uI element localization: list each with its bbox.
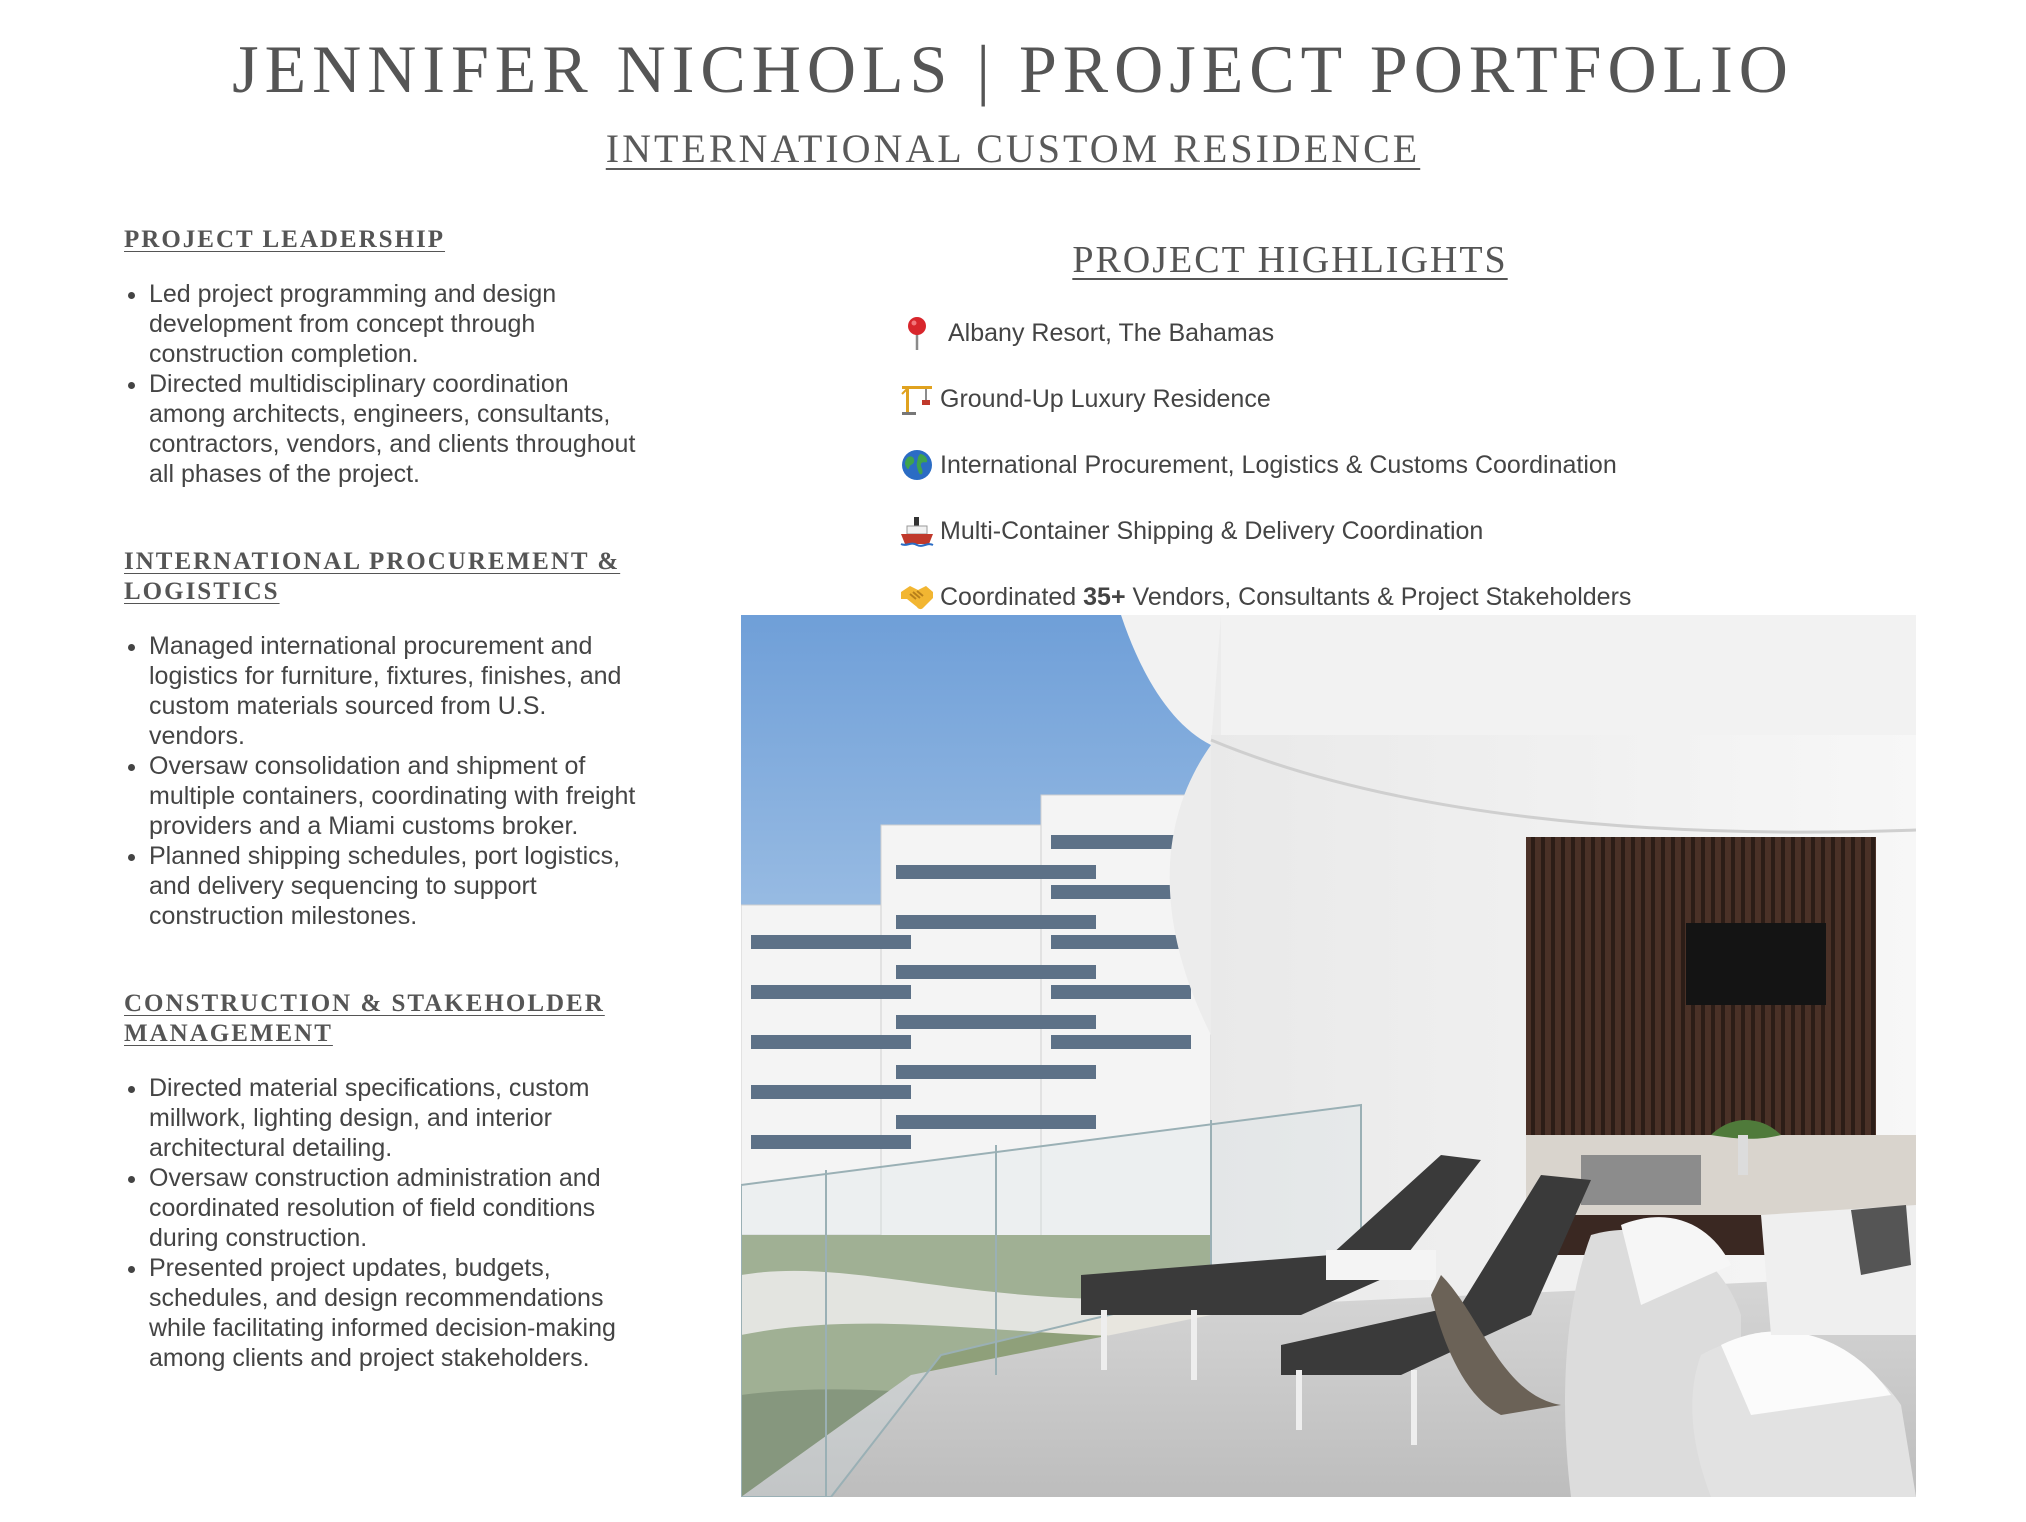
section-heading: PROJECT LEADERSHIP <box>124 226 446 253</box>
list-item: • Directed multidisciplinary coordination among architects, engineers, consultants, contractors, vendors, and clients throughout all phases of the project. <box>149 369 644 489</box>
bullet-list <box>124 1073 644 1373</box>
project-photo <box>741 615 1916 1497</box>
list-item: • Directed material specifications, custom millwork, lighting design, and interior architectural detailing. <box>149 1073 644 1163</box>
list-item: • Planned shipping schedules, port logistics, and delivery sequencing to support construction milestones. <box>149 841 644 931</box>
list-item: • Presented project updates, budgets, schedules, and design recommendations while facilitating informed decision-making among clients and project stakeholders. <box>149 1253 644 1373</box>
list-item: • Oversaw construction administration and coordinated resolution of field conditions during construction. <box>149 1163 644 1253</box>
highlight-text: Multi-Container Shipping & Delivery Coordination <box>940 516 1484 545</box>
list-item: • Led project programming and design development from concept through construction completion. <box>149 279 644 369</box>
highlights-heading-wrapper <box>740 238 1840 282</box>
highlight-shipping <box>898 498 1898 564</box>
section-international-procurement <box>124 547 644 931</box>
bullet-list <box>124 279 644 489</box>
highlights-list <box>898 300 1898 630</box>
section-project-leadership <box>124 225 644 489</box>
highlight-text: Coordinated 35+ Vendors, Consultants & Project Stakeholders <box>940 582 1632 611</box>
section-heading: INTERNATIONAL PROCUREMENT & LOGISTICS <box>124 548 621 605</box>
highlight-text: Ground-Up Luxury Residence <box>940 384 1271 413</box>
page-subtitle: INTERNATIONAL CUSTOM RESIDENCE <box>605 126 1421 171</box>
highlight-text: Albany Resort, The Bahamas <box>948 318 1275 347</box>
highlight-location <box>898 300 1898 366</box>
list-item: • Managed international procurement and logistics for furniture, fixtures, finishes, and custom materials sourced from U.S. vendors. <box>149 631 644 751</box>
ship-icon <box>898 512 936 550</box>
highlight-text: International Procurement, Logistics & Customs Coordination <box>940 450 1617 479</box>
section-construction-stakeholder <box>124 989 644 1373</box>
highlights-heading: PROJECT HIGHLIGHTS <box>1072 239 1508 281</box>
highlight-procurement <box>898 432 1898 498</box>
subtitle-wrapper <box>0 125 2026 172</box>
highlight-residence <box>898 366 1898 432</box>
page-title: JENNIFER NICHOLS | PROJECT PORTFOLIO <box>232 31 1794 107</box>
bullet-list <box>124 631 644 931</box>
left-column <box>124 225 644 1373</box>
handshake-icon <box>898 578 936 616</box>
section-heading: CONSTRUCTION & STAKEHOLDER MANAGEMENT <box>124 990 605 1047</box>
pin-icon <box>898 314 936 352</box>
crane-icon <box>898 380 936 418</box>
vendor-count: 35+ <box>1083 582 1126 611</box>
globe-icon <box>898 446 936 484</box>
list-item: • Oversaw consolidation and shipment of multiple containers, coordinating with freight providers and a Miami customs broker. <box>149 751 644 841</box>
